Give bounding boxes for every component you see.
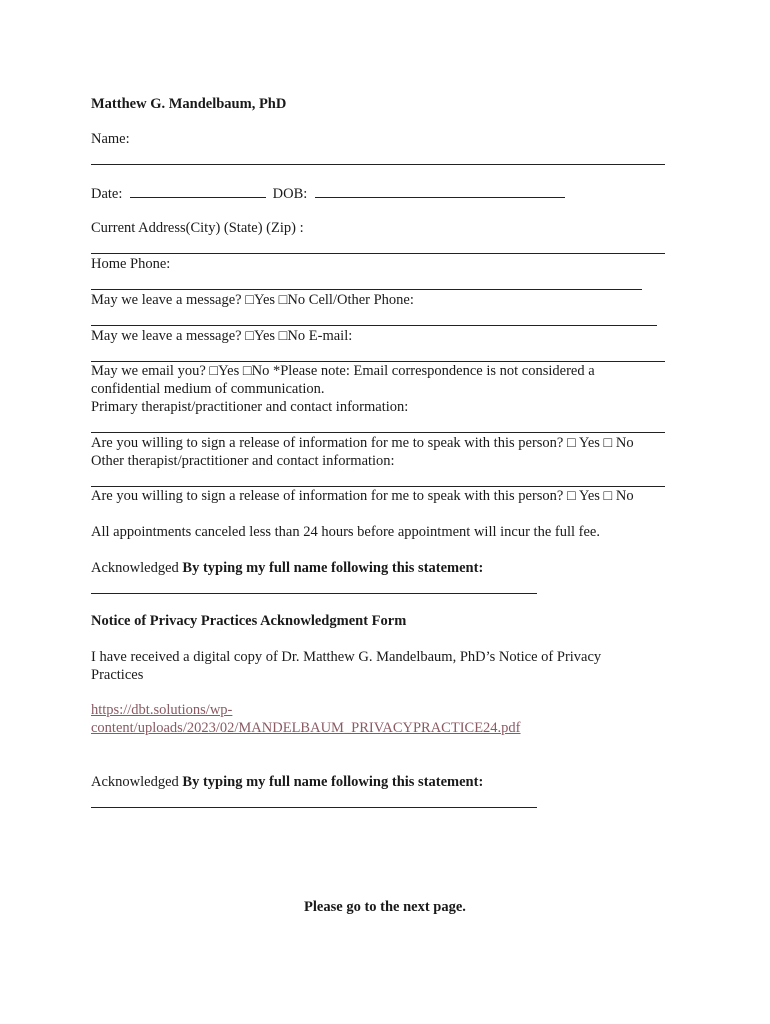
- home-phone-field[interactable]: [91, 289, 642, 290]
- dob-field[interactable]: [315, 183, 565, 198]
- release-other-line: Are you willing to sign a release of information for me to speak with this person? □ Yes □ No: [91, 488, 634, 504]
- cell-message-line: May we leave a message? □Yes □No E-mail:: [91, 328, 353, 344]
- privacy-received-line-2: Practices: [91, 667, 144, 683]
- date-field[interactable]: [130, 183, 266, 198]
- home-message-line: May we leave a message? □Yes □No Cell/Other Phone:: [91, 292, 414, 308]
- acknowledgment-signature-field[interactable]: [91, 593, 537, 594]
- acknowledgment-statement: By typing my full name following this statement:: [182, 560, 484, 576]
- release-primary-line: Are you willing to sign a release of information for me to speak with this person? □ Yes □ No: [91, 435, 634, 451]
- address-field[interactable]: [91, 253, 665, 254]
- other-therapist-label: Other therapist/practitioner and contact information:: [91, 453, 395, 469]
- next-page-note: Please go to the next page.: [304, 899, 466, 915]
- cell-phone-field[interactable]: [91, 325, 657, 326]
- primary-therapist-label: Primary therapist/practitioner and contact information:: [91, 399, 409, 415]
- email-consent-line-1: May we email you? □Yes □No *Please note: Email correspondence is not considered a: [91, 363, 595, 379]
- privacy-link-line-2[interactable]: content/uploads/2023/02/MANDELBAUM_PRIVACYPRACTICE24.pdf: [91, 720, 521, 736]
- date-dob-row: [91, 183, 565, 203]
- privacy-link-line-1[interactable]: https://dbt.solutions/wp-: [91, 702, 233, 718]
- privacy-title: Notice of Privacy Practices Acknowledgment Form: [91, 613, 407, 629]
- date-label: Date:: [91, 186, 123, 202]
- privacy-received-line-1: I have received a digital copy of Dr. Matthew G. Mandelbaum, PhD’s Notice of Privacy: [91, 649, 602, 665]
- acknowledgment-statement-2: By typing my full name following this statement:: [182, 774, 484, 790]
- home-phone-label: Home Phone:: [91, 256, 171, 272]
- acknowledgment-line: [91, 559, 483, 577]
- cancellation-policy: All appointments canceled less than 24 hours before appointment will incur the full fee.: [91, 524, 600, 540]
- address-label: Current Address(City) (State) (Zip) :: [91, 220, 304, 236]
- name-label: Name:: [91, 131, 130, 147]
- acknowledgment-prefix-2: Acknowledged: [91, 774, 179, 790]
- acknowledgment-signature-field-2[interactable]: [91, 807, 537, 808]
- dob-label: DOB:: [272, 186, 308, 202]
- name-field[interactable]: [91, 164, 665, 165]
- primary-therapist-field[interactable]: [91, 432, 665, 433]
- acknowledgment-line-2: [91, 773, 483, 791]
- acknowledgment-prefix: Acknowledged: [91, 560, 179, 576]
- email-consent-line-2: confidential medium of communication.: [91, 381, 325, 397]
- practitioner-name: Matthew G. Mandelbaum, PhD: [91, 96, 287, 112]
